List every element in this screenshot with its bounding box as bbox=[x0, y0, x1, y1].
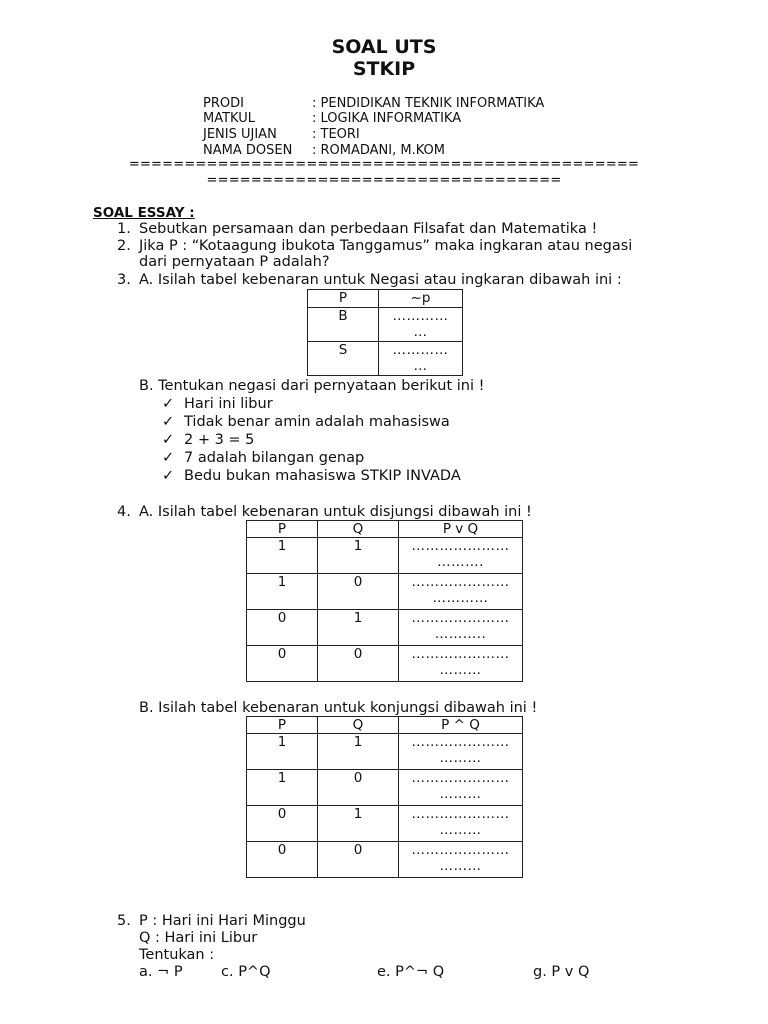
answer-blank: ………… bbox=[392, 342, 449, 358]
q2-text-line-1: Jika P : “Kotaagung ibukota Tanggamus” maka ingkaran atau negasi bbox=[139, 238, 633, 254]
checkmark-icon: ✓ bbox=[162, 396, 175, 412]
header-cell: ~p bbox=[379, 290, 463, 308]
answer-blank: ……… bbox=[439, 662, 482, 678]
table-cell: 1 bbox=[247, 538, 318, 574]
answer-blank-cell bbox=[399, 610, 523, 646]
answer-blank-cell bbox=[379, 342, 463, 376]
statement-text: Bedu bukan mahasiswa STKIP INVADA bbox=[184, 468, 461, 484]
answer-blank: ………. bbox=[437, 554, 484, 570]
table-row bbox=[247, 610, 523, 646]
answer-blank-cell bbox=[399, 734, 523, 770]
table-cell: 1 bbox=[318, 734, 399, 770]
table-cell: 0 bbox=[247, 610, 318, 646]
q5-option-e: e. P^¬ Q bbox=[377, 964, 445, 980]
header-cell: P bbox=[247, 521, 318, 538]
answer-blank: ……… bbox=[439, 750, 482, 766]
answer-blank: ………………… bbox=[411, 734, 510, 750]
statement-text: 2 + 3 = 5 bbox=[184, 432, 255, 448]
table-row bbox=[247, 842, 523, 878]
table-row bbox=[247, 770, 523, 806]
q2-text-line-2: dari pernyataan P adalah? bbox=[139, 254, 330, 270]
table-cell: 1 bbox=[318, 610, 399, 646]
list-item bbox=[162, 467, 461, 485]
q4b-text: B. Isilah tabel kebenaran untuk konjungsi dibawah ini ! bbox=[139, 700, 538, 716]
table-cell: 0 bbox=[318, 646, 399, 682]
q1-number: 1. bbox=[117, 221, 131, 237]
q4-number: 4. bbox=[117, 504, 131, 520]
table-header-row bbox=[247, 521, 523, 538]
table-row bbox=[247, 646, 523, 682]
separator-line-2: ================================ bbox=[206, 173, 562, 188]
answer-blank: ………………… bbox=[411, 646, 510, 662]
answer-blank-cell bbox=[399, 842, 523, 878]
list-item bbox=[162, 413, 450, 431]
table-cell: 0 bbox=[318, 842, 399, 878]
table-header-row bbox=[308, 290, 463, 308]
q5-option-g: g. P v Q bbox=[533, 964, 590, 980]
table-cell: 1 bbox=[247, 770, 318, 806]
title-line-1: SOAL UTS bbox=[331, 36, 437, 58]
info-label-matkul: MATKUL bbox=[203, 111, 255, 126]
negation-truth-table bbox=[307, 289, 463, 376]
q5-p-statement: P : Hari ini Hari Minggu bbox=[139, 913, 306, 929]
q5-q-statement: Q : Hari ini Libur bbox=[139, 930, 258, 946]
table-row bbox=[247, 806, 523, 842]
table-cell: 0 bbox=[247, 646, 318, 682]
conjunction-truth-table bbox=[246, 716, 523, 878]
answer-blank: ………………… bbox=[411, 610, 510, 626]
separator-line-1: ============================================== bbox=[128, 157, 640, 172]
answer-blank: ………………… bbox=[411, 806, 510, 822]
disjunction-truth-table bbox=[246, 520, 523, 682]
table-cell: B bbox=[308, 308, 379, 342]
table-cell: S bbox=[308, 342, 379, 376]
info-label-prodi: PRODI bbox=[203, 96, 244, 111]
header-cell: P bbox=[247, 717, 318, 734]
list-item bbox=[162, 395, 273, 413]
header-cell: P bbox=[308, 290, 379, 308]
info-value-nama-dosen: : ROMADANI, M.KOM bbox=[312, 143, 445, 158]
answer-blank-cell bbox=[379, 308, 463, 342]
info-value-jenis-ujian: : TEORI bbox=[312, 127, 360, 142]
table-row bbox=[247, 734, 523, 770]
table-cell: 0 bbox=[247, 842, 318, 878]
answer-blank: ……… bbox=[439, 822, 482, 838]
statement-text: Tidak benar amin adalah mahasiswa bbox=[184, 414, 450, 430]
q5-tentukan: Tentukan : bbox=[139, 947, 215, 963]
answer-blank: … bbox=[413, 358, 428, 374]
table-cell: 0 bbox=[318, 770, 399, 806]
table-row bbox=[247, 538, 523, 574]
q2-number: 2. bbox=[117, 238, 131, 254]
checkmark-icon: ✓ bbox=[162, 468, 175, 484]
q5-option-a: a. ¬ P bbox=[139, 964, 183, 980]
answer-blank: ………………… bbox=[411, 574, 510, 590]
q5-option-c: c. P^Q bbox=[221, 964, 271, 980]
answer-blank: … bbox=[413, 324, 428, 340]
title-line-2: STKIP bbox=[352, 58, 416, 80]
q1-text: Sebutkan persamaan dan perbedaan Filsafat dan Matematika ! bbox=[139, 221, 598, 237]
header-cell: Q bbox=[318, 521, 399, 538]
checkmark-icon: ✓ bbox=[162, 450, 175, 466]
essay-heading: SOAL ESSAY : bbox=[93, 205, 195, 221]
list-item bbox=[162, 431, 254, 449]
statement-text: Hari ini libur bbox=[184, 396, 273, 412]
checkmark-icon: ✓ bbox=[162, 432, 175, 448]
answer-blank-cell bbox=[399, 646, 523, 682]
checkmark-icon: ✓ bbox=[162, 414, 175, 430]
table-cell: 0 bbox=[247, 806, 318, 842]
table-cell: 1 bbox=[247, 574, 318, 610]
answer-blank: ………………… bbox=[411, 538, 510, 554]
q3b-text: B. Tentukan negasi dari pernyataan berikut ini ! bbox=[139, 378, 485, 394]
answer-blank-cell bbox=[399, 806, 523, 842]
answer-blank-cell bbox=[399, 574, 523, 610]
table-cell: 0 bbox=[318, 574, 399, 610]
header-cell: P v Q bbox=[399, 521, 523, 538]
info-label-nama-dosen: NAMA DOSEN bbox=[203, 143, 293, 158]
statement-text: 7 adalah bilangan genap bbox=[184, 450, 365, 466]
q3a-text: A. Isilah tabel kebenaran untuk Negasi atau ingkaran dibawah ini : bbox=[139, 272, 622, 288]
table-header-row bbox=[247, 717, 523, 734]
table-cell: 1 bbox=[318, 538, 399, 574]
table-cell: 1 bbox=[247, 734, 318, 770]
table-row bbox=[308, 308, 463, 342]
answer-blank: ………………… bbox=[411, 842, 510, 858]
info-label-jenis-ujian: JENIS UJIAN bbox=[203, 127, 277, 142]
answer-blank-cell bbox=[399, 770, 523, 806]
q5-number: 5. bbox=[117, 913, 131, 929]
q4a-text: A. Isilah tabel kebenaran untuk disjungsi dibawah ini ! bbox=[139, 504, 532, 520]
q3-number: 3. bbox=[117, 272, 131, 288]
header-cell: Q bbox=[318, 717, 399, 734]
info-value-prodi: : PENDIDIKAN TEKNIK INFORMATIKA bbox=[312, 96, 545, 111]
answer-blank: ………………… bbox=[411, 770, 510, 786]
answer-blank: ……… bbox=[439, 786, 482, 802]
table-row bbox=[247, 574, 523, 610]
answer-blank: ……….. bbox=[434, 626, 487, 642]
info-value-matkul: : LOGIKA INFORMATIKA bbox=[312, 111, 462, 126]
answer-blank: ………… bbox=[432, 590, 489, 606]
table-cell: 1 bbox=[318, 806, 399, 842]
list-item bbox=[162, 449, 364, 467]
header-cell: P ^ Q bbox=[399, 717, 523, 734]
answer-blank: ………… bbox=[392, 308, 449, 324]
answer-blank-cell bbox=[399, 538, 523, 574]
answer-blank: ……… bbox=[439, 858, 482, 874]
table-row bbox=[308, 342, 463, 376]
